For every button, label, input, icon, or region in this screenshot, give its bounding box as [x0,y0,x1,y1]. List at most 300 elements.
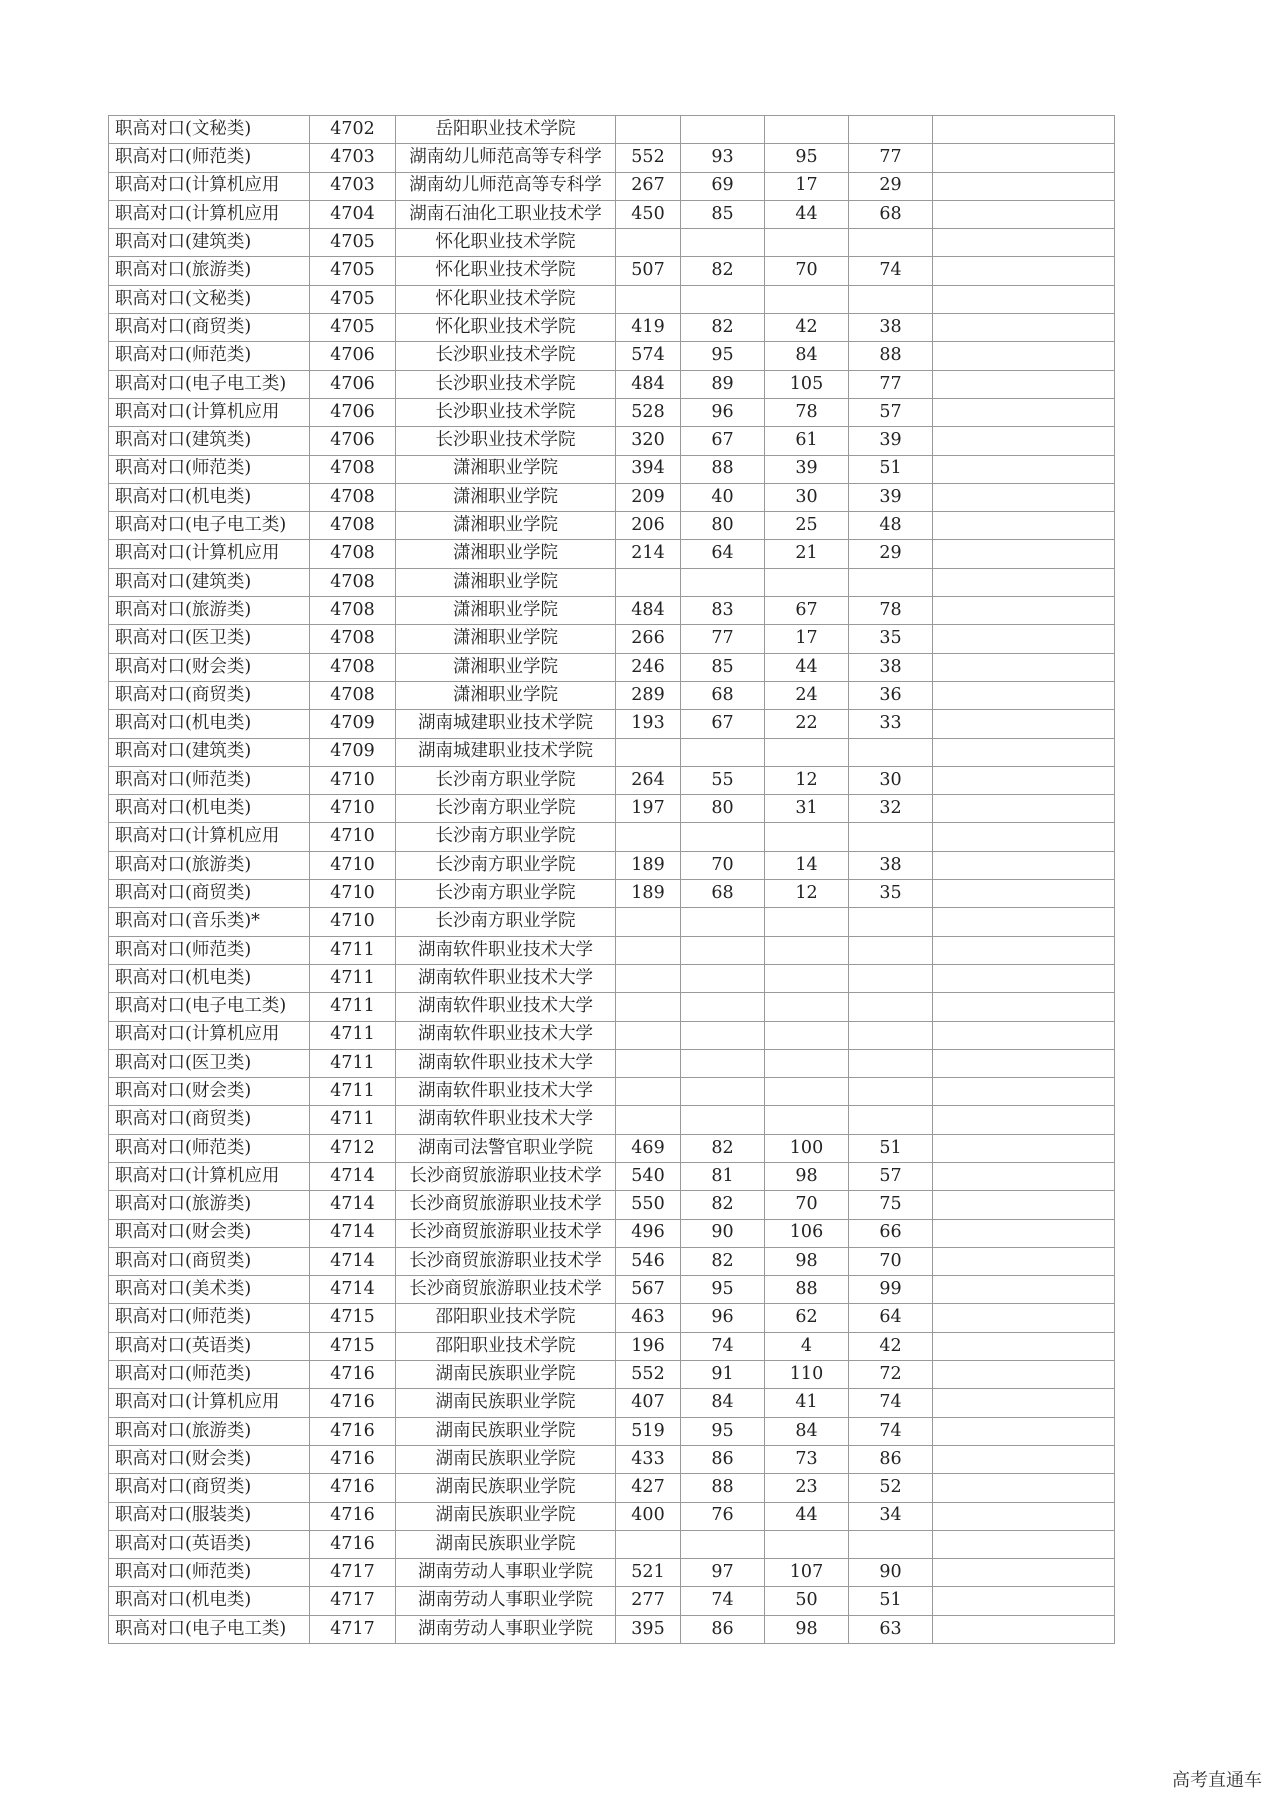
category-cell: 职高对口(计算机应用 [109,1021,310,1049]
score-col2-cell [681,908,765,936]
blank-cell [933,880,1115,908]
score-col4-cell [849,1049,933,1077]
score-col3-cell: 110 [765,1361,849,1389]
score-col2-cell: 93 [681,144,765,172]
school-cell: 湖南劳动人事职业学院 [396,1615,616,1643]
table-row [109,653,1115,681]
code-cell: 4717 [310,1559,396,1587]
score-col3-cell [765,993,849,1021]
score-col2-cell: 90 [681,1219,765,1247]
code-cell: 4714 [310,1162,396,1190]
score-col4-cell [849,1106,933,1134]
school-cell: 怀化职业技术学院 [396,285,616,313]
score-col4-cell: 52 [849,1474,933,1502]
score-col2-cell: 95 [681,1417,765,1445]
score-col3-cell: 41 [765,1389,849,1417]
score-total-cell [616,964,681,992]
score-col2-cell [681,738,765,766]
score-total-cell: 463 [616,1304,681,1332]
table-row [109,625,1115,653]
category-cell: 职高对口(商贸类) [109,314,310,342]
code-cell: 4711 [310,964,396,992]
school-cell: 湖南民族职业学院 [396,1389,616,1417]
code-cell: 4711 [310,993,396,1021]
score-total-cell [616,993,681,1021]
score-col3-cell: 62 [765,1304,849,1332]
score-col4-cell: 99 [849,1276,933,1304]
table-row [109,116,1115,144]
score-col2-cell: 85 [681,200,765,228]
score-total-cell: 264 [616,766,681,794]
score-total-cell: 196 [616,1332,681,1360]
code-cell: 4710 [310,880,396,908]
score-col4-cell: 34 [849,1502,933,1530]
score-col3-cell: 44 [765,653,849,681]
category-cell: 职高对口(旅游类) [109,1191,310,1219]
code-cell: 4710 [310,851,396,879]
code-cell: 4716 [310,1361,396,1389]
blank-cell [933,1587,1115,1615]
score-col4-cell: 48 [849,512,933,540]
school-cell: 湖南软件职业技术大学 [396,936,616,964]
table-row [109,880,1115,908]
score-total-cell: 540 [616,1162,681,1190]
code-cell: 4710 [310,795,396,823]
score-total-cell: 394 [616,455,681,483]
blank-cell [933,597,1115,625]
school-cell: 怀化职业技术学院 [396,257,616,285]
table-row [109,512,1115,540]
school-cell: 长沙南方职业学院 [396,766,616,794]
score-col2-cell: 67 [681,710,765,738]
score-col2-cell: 74 [681,1332,765,1360]
school-cell: 湖南民族职业学院 [396,1445,616,1473]
category-cell: 职高对口(计算机应用 [109,823,310,851]
blank-cell [933,257,1115,285]
school-cell: 潇湘职业学院 [396,568,616,596]
score-col4-cell [849,116,933,144]
code-cell: 4711 [310,1021,396,1049]
code-cell: 4706 [310,427,396,455]
score-total-cell [616,908,681,936]
score-col3-cell: 12 [765,880,849,908]
score-col4-cell [849,1530,933,1558]
score-col4-cell: 63 [849,1615,933,1643]
table-row [109,823,1115,851]
score-col4-cell: 33 [849,710,933,738]
category-cell: 职高对口(文秘类) [109,285,310,313]
score-col3-cell: 98 [765,1162,849,1190]
score-total-cell [616,229,681,257]
score-col3-cell [765,285,849,313]
category-cell: 职高对口(财会类) [109,1219,310,1247]
blank-cell [933,455,1115,483]
score-col2-cell: 80 [681,512,765,540]
code-cell: 4711 [310,1049,396,1077]
table-row [109,1445,1115,1473]
score-col3-cell: 78 [765,398,849,426]
table-row [109,681,1115,709]
score-total-cell: 574 [616,342,681,370]
category-cell: 职高对口(电子电工类) [109,1615,310,1643]
blank-cell [933,1530,1115,1558]
table-row [109,144,1115,172]
school-cell: 岳阳职业技术学院 [396,116,616,144]
code-cell: 4704 [310,200,396,228]
table-row [109,908,1115,936]
score-col3-cell: 44 [765,200,849,228]
score-col2-cell [681,823,765,851]
code-cell: 4702 [310,116,396,144]
blank-cell [933,738,1115,766]
table-row [109,710,1115,738]
score-col3-cell: 39 [765,455,849,483]
category-cell: 职高对口(服装类) [109,1502,310,1530]
school-cell: 长沙职业技术学院 [396,370,616,398]
school-cell: 潇湘职业学院 [396,597,616,625]
blank-cell [933,653,1115,681]
score-total-cell: 496 [616,1219,681,1247]
table-row [109,1474,1115,1502]
table-row [109,172,1115,200]
school-cell: 长沙商贸旅游职业技术学 [396,1276,616,1304]
score-col3-cell [765,116,849,144]
table-row [109,1021,1115,1049]
code-cell: 4712 [310,1134,396,1162]
score-col4-cell [849,908,933,936]
table-row [109,1502,1115,1530]
score-col2-cell [681,116,765,144]
score-col3-cell: 98 [765,1615,849,1643]
category-cell: 职高对口(电子电工类) [109,512,310,540]
table-row [109,851,1115,879]
category-cell: 职高对口(师范类) [109,1361,310,1389]
table-row [109,1587,1115,1615]
school-cell: 长沙商贸旅游职业技术学 [396,1247,616,1275]
score-col4-cell: 42 [849,1332,933,1360]
score-col3-cell: 67 [765,597,849,625]
category-cell: 职高对口(师范类) [109,144,310,172]
blank-cell [933,1021,1115,1049]
score-col4-cell: 72 [849,1361,933,1389]
score-total-cell: 419 [616,314,681,342]
score-col4-cell: 77 [849,144,933,172]
score-col4-cell: 78 [849,597,933,625]
category-cell: 职高对口(计算机应用 [109,540,310,568]
score-total-cell: 266 [616,625,681,653]
code-cell: 4708 [310,653,396,681]
school-cell: 长沙职业技术学院 [396,342,616,370]
score-col4-cell: 70 [849,1247,933,1275]
score-total-cell: 552 [616,1361,681,1389]
code-cell: 4709 [310,738,396,766]
score-col2-cell: 74 [681,1587,765,1615]
score-total-cell: 450 [616,200,681,228]
school-cell: 湖南软件职业技术大学 [396,1106,616,1134]
score-col4-cell [849,229,933,257]
table-row [109,398,1115,426]
score-total-cell [616,1078,681,1106]
score-total-cell [616,1049,681,1077]
score-col4-cell: 30 [849,766,933,794]
table-row [109,936,1115,964]
category-cell: 职高对口(音乐类)* [109,908,310,936]
category-cell: 职高对口(计算机应用 [109,398,310,426]
category-cell: 职高对口(机电类) [109,964,310,992]
score-col3-cell: 31 [765,795,849,823]
blank-cell [933,540,1115,568]
table-row [109,285,1115,313]
score-col2-cell [681,229,765,257]
score-total-cell: 197 [616,795,681,823]
score-col3-cell [765,1530,849,1558]
school-cell: 湖南城建职业技术学院 [396,738,616,766]
score-col2-cell: 55 [681,766,765,794]
score-col4-cell [849,1078,933,1106]
score-total-cell: 433 [616,1445,681,1473]
school-cell: 湖南幼儿师范高等专科学 [396,172,616,200]
score-col3-cell [765,229,849,257]
table-row [109,1049,1115,1077]
score-total-cell: 484 [616,370,681,398]
blank-cell [933,116,1115,144]
category-cell: 职高对口(美术类) [109,1276,310,1304]
category-cell: 职高对口(师范类) [109,1304,310,1332]
code-cell: 4708 [310,568,396,596]
score-total-cell: 289 [616,681,681,709]
score-col2-cell [681,1530,765,1558]
code-cell: 4710 [310,908,396,936]
category-cell: 职高对口(机电类) [109,795,310,823]
school-cell: 湖南软件职业技术大学 [396,993,616,1021]
blank-cell [933,1247,1115,1275]
table-row [109,342,1115,370]
score-col2-cell: 69 [681,172,765,200]
score-col2-cell: 82 [681,257,765,285]
blank-cell [933,1417,1115,1445]
table-row [109,1078,1115,1106]
score-col2-cell: 88 [681,455,765,483]
score-total-cell [616,823,681,851]
table-row [109,1530,1115,1558]
score-col2-cell: 86 [681,1615,765,1643]
code-cell: 4705 [310,285,396,313]
score-col4-cell: 36 [849,681,933,709]
score-col3-cell: 25 [765,512,849,540]
category-cell: 职高对口(旅游类) [109,851,310,879]
category-cell: 职高对口(计算机应用 [109,1162,310,1190]
category-cell: 职高对口(旅游类) [109,1417,310,1445]
blank-cell [933,172,1115,200]
score-total-cell [616,568,681,596]
table-row [109,370,1115,398]
score-col4-cell [849,1021,933,1049]
blank-cell [933,1162,1115,1190]
category-cell: 职高对口(建筑类) [109,568,310,596]
code-cell: 4714 [310,1219,396,1247]
table-row [109,1304,1115,1332]
score-col2-cell: 95 [681,342,765,370]
table-row [109,964,1115,992]
score-col4-cell: 38 [849,314,933,342]
blank-cell [933,229,1115,257]
school-cell: 湖南民族职业学院 [396,1474,616,1502]
table-row [109,1247,1115,1275]
blank-cell [933,851,1115,879]
score-col2-cell [681,936,765,964]
blank-cell [933,795,1115,823]
score-total-cell: 519 [616,1417,681,1445]
score-col2-cell: 64 [681,540,765,568]
score-col3-cell: 70 [765,1191,849,1219]
school-cell: 湖南司法警官职业学院 [396,1134,616,1162]
category-cell: 职高对口(师范类) [109,766,310,794]
score-col2-cell: 82 [681,1134,765,1162]
blank-cell [933,908,1115,936]
school-cell: 长沙职业技术学院 [396,427,616,455]
code-cell: 4717 [310,1615,396,1643]
score-col3-cell: 12 [765,766,849,794]
score-col4-cell: 64 [849,1304,933,1332]
school-cell: 长沙商贸旅游职业技术学 [396,1219,616,1247]
code-cell: 4703 [310,144,396,172]
school-cell: 长沙商贸旅游职业技术学 [396,1162,616,1190]
blank-cell [933,1304,1115,1332]
code-cell: 4710 [310,766,396,794]
score-col2-cell [681,285,765,313]
score-col2-cell: 89 [681,370,765,398]
blank-cell [933,1191,1115,1219]
code-cell: 4717 [310,1587,396,1615]
score-total-cell [616,285,681,313]
school-cell: 潇湘职业学院 [396,625,616,653]
score-col3-cell: 17 [765,172,849,200]
score-total-cell: 189 [616,880,681,908]
category-cell: 职高对口(旅游类) [109,597,310,625]
blank-cell [933,342,1115,370]
score-col2-cell: 68 [681,880,765,908]
blank-cell [933,1615,1115,1643]
category-cell: 职高对口(医卫类) [109,1049,310,1077]
school-cell: 潇湘职业学院 [396,483,616,511]
score-col2-cell: 67 [681,427,765,455]
blank-cell [933,483,1115,511]
school-cell: 邵阳职业技术学院 [396,1332,616,1360]
score-col3-cell: 21 [765,540,849,568]
school-cell: 邵阳职业技术学院 [396,1304,616,1332]
score-total-cell: 507 [616,257,681,285]
score-col2-cell: 96 [681,398,765,426]
table-row [109,766,1115,794]
score-total-cell: 469 [616,1134,681,1162]
code-cell: 4711 [310,1078,396,1106]
admission-score-table [108,115,1115,1644]
table-row [109,540,1115,568]
table-row [109,455,1115,483]
score-col3-cell: 4 [765,1332,849,1360]
table-row [109,1559,1115,1587]
code-cell: 4708 [310,625,396,653]
school-cell: 湖南城建职业技术学院 [396,710,616,738]
score-col3-cell: 22 [765,710,849,738]
score-col3-cell: 30 [765,483,849,511]
score-col2-cell: 83 [681,597,765,625]
table-row [109,314,1115,342]
score-col2-cell: 76 [681,1502,765,1530]
code-cell: 4708 [310,512,396,540]
blank-cell [933,1049,1115,1077]
table-body [109,116,1115,1644]
score-col4-cell: 38 [849,851,933,879]
score-total-cell [616,1106,681,1134]
blank-cell [933,1389,1115,1417]
score-total-cell: 407 [616,1389,681,1417]
score-col4-cell: 86 [849,1445,933,1473]
score-col3-cell: 106 [765,1219,849,1247]
score-col2-cell [681,993,765,1021]
score-col3-cell [765,738,849,766]
category-cell: 职高对口(商贸类) [109,681,310,709]
code-cell: 4708 [310,681,396,709]
score-col3-cell: 17 [765,625,849,653]
code-cell: 4716 [310,1417,396,1445]
blank-cell [933,144,1115,172]
score-col2-cell [681,1106,765,1134]
blank-cell [933,1134,1115,1162]
table-row [109,483,1115,511]
school-cell: 湖南民族职业学院 [396,1417,616,1445]
category-cell: 职高对口(师范类) [109,455,310,483]
score-col3-cell: 24 [765,681,849,709]
category-cell: 职高对口(师范类) [109,342,310,370]
table-row [109,257,1115,285]
category-cell: 职高对口(商贸类) [109,880,310,908]
table-row [109,1332,1115,1360]
category-cell: 职高对口(师范类) [109,1559,310,1587]
blank-cell [933,512,1115,540]
blank-cell [933,681,1115,709]
code-cell: 4708 [310,597,396,625]
score-col2-cell: 91 [681,1361,765,1389]
table-row [109,1219,1115,1247]
school-cell: 长沙南方职业学院 [396,823,616,851]
score-col4-cell: 66 [849,1219,933,1247]
category-cell: 职高对口(财会类) [109,1078,310,1106]
watermark-text: 高考直通车 [1172,1770,1262,1791]
table-row [109,1361,1115,1389]
score-total-cell [616,116,681,144]
code-cell: 4705 [310,257,396,285]
score-col2-cell: 81 [681,1162,765,1190]
score-col4-cell: 88 [849,342,933,370]
school-cell: 潇湘职业学院 [396,455,616,483]
score-col2-cell: 88 [681,1474,765,1502]
score-total-cell: 189 [616,851,681,879]
school-cell: 长沙南方职业学院 [396,880,616,908]
score-total-cell: 209 [616,483,681,511]
code-cell: 4715 [310,1304,396,1332]
score-col2-cell: 80 [681,795,765,823]
category-cell: 职高对口(商贸类) [109,1247,310,1275]
code-cell: 4708 [310,455,396,483]
table-row [109,1162,1115,1190]
score-col2-cell: 86 [681,1445,765,1473]
code-cell: 4716 [310,1530,396,1558]
score-total-cell: 246 [616,653,681,681]
score-col4-cell [849,568,933,596]
score-col4-cell: 74 [849,1389,933,1417]
score-col4-cell [849,936,933,964]
